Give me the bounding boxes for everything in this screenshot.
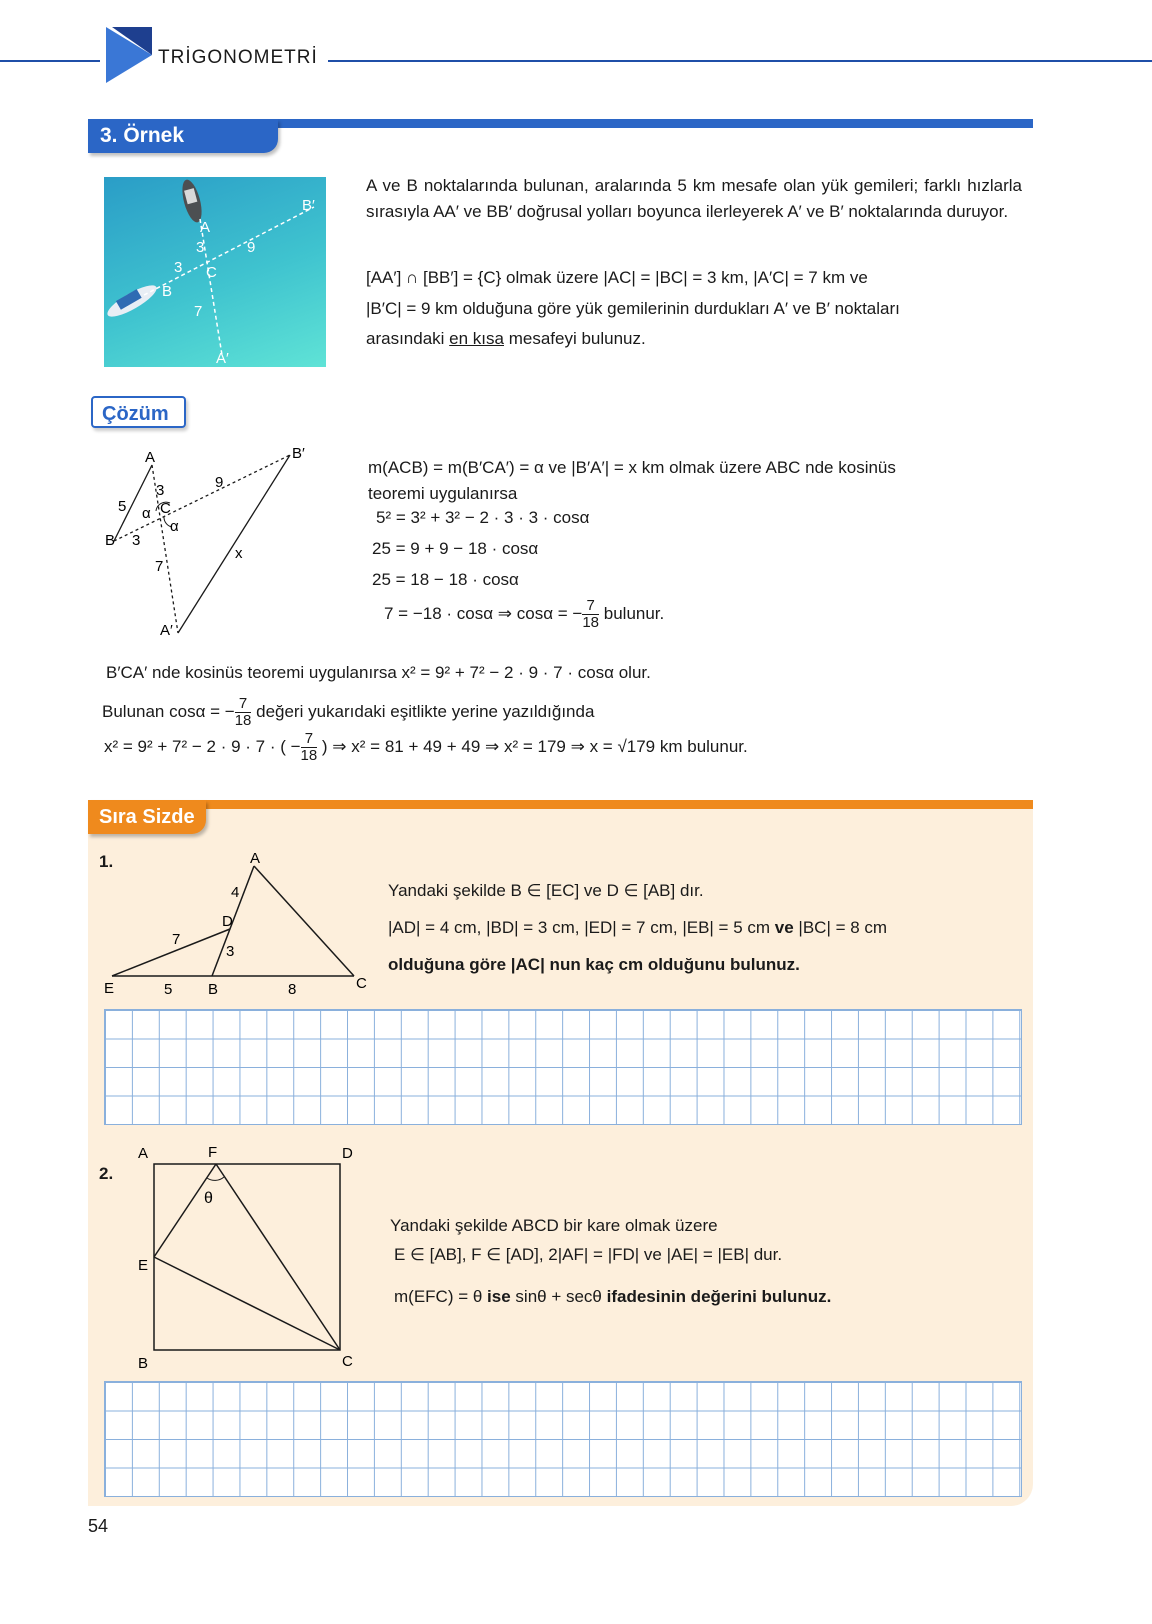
practice-tab: Sıra Sizde <box>88 800 206 834</box>
photo-label-3a: 3 <box>196 239 205 256</box>
q1-line-2 <box>388 918 887 938</box>
line-7-post: ) ⇒ x² = 81 + 49 + 49 ⇒ x² = 179 ⇒ x = √179 km bulunur. <box>317 736 748 756</box>
question-1-figure <box>104 852 374 1000</box>
q2-line-1: Yandaki şekilde ABCD bir kare olmak üzere <box>390 1216 718 1235</box>
example-line-2a: [AA′] ∩ [BB′] = {C} olmak üzere |AC| = |BC| = 3 km, |A′C| = 7 km ve <box>366 268 868 287</box>
q1-label-a: A <box>250 852 261 867</box>
header-triangle-icon <box>106 27 158 83</box>
sol-label-3a: 3 <box>156 482 165 499</box>
equation-3: 25 = 18 − 18 · cosα <box>372 570 519 589</box>
q2-answer-grid[interactable] <box>104 1381 1022 1497</box>
q1-label-b: B <box>208 981 219 998</box>
q2-line-3-pre: m(EFC) = θ <box>394 1287 488 1306</box>
solution-line-5: B′CA′ nde kosinüs teoremi uygulanırsa x² = 9² + 7² − 2 · 9 · 7 · cosα olur. <box>106 663 651 682</box>
ship-a-icon <box>179 178 206 225</box>
sol-alpha-2: α <box>170 518 179 535</box>
solution-line-2: teoremi uygulanırsa <box>368 484 518 503</box>
sol-label-5: 5 <box>118 498 127 515</box>
example-tab: 3. Örnek <box>88 119 278 153</box>
q1-line-1: Yandaki şekilde B ∈ [EC] ve D ∈ [AB] dır. <box>388 881 704 900</box>
q2-line-3-bold-1: ise <box>487 1287 511 1306</box>
equation-2: 25 = 9 + 9 − 18 · cosα <box>372 539 539 558</box>
question-2-figure <box>130 1142 370 1372</box>
question-1-number: 1. <box>99 852 114 871</box>
line-7-pre: x² = 9² + 7² − 2 · 9 · 7 · ( − <box>104 736 301 756</box>
sol-label-x: x <box>235 545 243 562</box>
q1-line-3: olduğuna göre |AC| nun kaç cm olduğunu bulunuz. <box>388 955 800 974</box>
q1-label-e: E <box>104 980 115 997</box>
photo-label-7: 7 <box>194 303 203 320</box>
sol-label-a: A <box>145 449 156 466</box>
q1-label-7: 7 <box>172 931 181 948</box>
fraction-7-18-c: $\frac{7}{18}$ <box>300 730 318 764</box>
header-rule-left <box>0 60 100 62</box>
q2-label-f: F <box>208 1144 218 1161</box>
sol-label-9: 9 <box>215 474 224 491</box>
q1-label-8: 8 <box>288 981 297 998</box>
ship-b-icon <box>104 280 160 322</box>
example-bar <box>270 119 1033 128</box>
header-rule-right <box>328 60 1152 62</box>
page-number: 54 <box>88 1516 109 1536</box>
sol-label-a-prime: A′ <box>160 622 173 639</box>
q1-label-d: D <box>222 913 233 930</box>
sol-label-b: B <box>105 532 116 549</box>
q1-line-2-bold: ve <box>774 918 794 937</box>
underlined-en-kisa: en kısa <box>449 329 504 348</box>
example-line-2b: |B′C| = 9 km olduğuna göre yük gemilerinin durdukları A′ ve B′ noktaları <box>366 299 900 318</box>
q1-answer-grid[interactable] <box>104 1009 1022 1125</box>
solution-line-7 <box>104 731 748 764</box>
solution-figure <box>100 445 320 645</box>
q2-label-b: B <box>138 1355 149 1372</box>
example-paragraph-1: A ve B noktalarında bulunan, aralarında 5 km mesafe olan yük gemileri; farklı hızlarla sırasıyla AA′ ve BB′ doğrusal yolları boyunca ilerleyerek A′ ve B′ noktalarında duruyor. <box>366 176 1022 221</box>
q2-label-a: A <box>138 1145 149 1162</box>
q1-label-5: 5 <box>164 981 173 998</box>
q2-label-e: E <box>138 1257 149 1274</box>
q1-label-3: 3 <box>226 943 235 960</box>
equation-4 <box>384 598 664 631</box>
q2-line-3-mid: sinθ + secθ <box>510 1287 607 1306</box>
solution-tab: Çözüm <box>91 396 186 428</box>
q1-label-c: C <box>356 975 367 992</box>
fraction-7-18-b: $\frac{7}{18}$ <box>234 695 252 729</box>
photo-label-9: 9 <box>247 239 256 256</box>
equation-4-post: bulunur. <box>599 603 665 623</box>
photo-label-a: A <box>200 219 211 236</box>
q1-line-2-post: |BC| = 8 cm <box>793 918 888 937</box>
example-line-2c-pre: arasındaki <box>366 329 450 348</box>
sol-label-b-prime: B′ <box>292 445 305 462</box>
fraction-7-18: $\frac{7}{18}$ <box>582 597 600 631</box>
photo-label-b-prime: B′ <box>302 197 315 214</box>
equation-1: 5² = 3² + 3² − 2 · 3 · 3 · cosα <box>376 508 590 527</box>
solution-line-6 <box>102 696 594 729</box>
q2-line-3-bold-2: ifadesinin değerini bulunuz. <box>606 1287 832 1306</box>
ships-illustration <box>104 177 326 367</box>
line-6-pre: Bulunan cosα = − <box>102 701 235 721</box>
solution-line-1: m(ACB) = m(B′CA′) = α ve |B′A′| = x km olmak üzere ABC nde kosinüs <box>368 458 896 477</box>
sol-label-7: 7 <box>155 558 164 575</box>
example-line-2c-post: mesafeyi bulunuz. <box>503 329 646 348</box>
practice-bar <box>188 800 1033 809</box>
q1-label-4: 4 <box>231 884 240 901</box>
photo-label-b: B <box>162 283 173 300</box>
question-2-number: 2. <box>99 1164 114 1183</box>
q2-label-d: D <box>342 1145 353 1162</box>
photo-label-3b: 3 <box>174 259 183 276</box>
q2-line-2: E ∈ [AB], F ∈ [AD], 2|AF| = |FD| ve |AE| = |EB| dur. <box>394 1245 783 1264</box>
sol-label-c: C <box>160 500 171 517</box>
line-6-post: değeri yukarıdaki eşitlikte yerine yazıldığında <box>251 701 595 721</box>
q1-line-2-pre: |AD| = 4 cm, |BD| = 3 cm, |ED| = 7 cm, |EB| = 5 cm <box>388 918 775 937</box>
q2-label-c: C <box>342 1353 353 1370</box>
equation-4-pre: 7 = −18 · cosα ⇒ cosα = − <box>384 603 583 623</box>
chapter-title: TRİGONOMETRİ <box>158 47 318 68</box>
q2-label-theta: θ <box>204 1190 213 1207</box>
photo-label-a-prime: A′ <box>216 350 229 367</box>
photo-label-c: C <box>206 264 217 281</box>
sol-label-3b: 3 <box>132 532 141 549</box>
example-line-2c <box>366 329 646 349</box>
sol-alpha-1: α <box>142 505 151 522</box>
q2-line-3 <box>394 1287 831 1307</box>
